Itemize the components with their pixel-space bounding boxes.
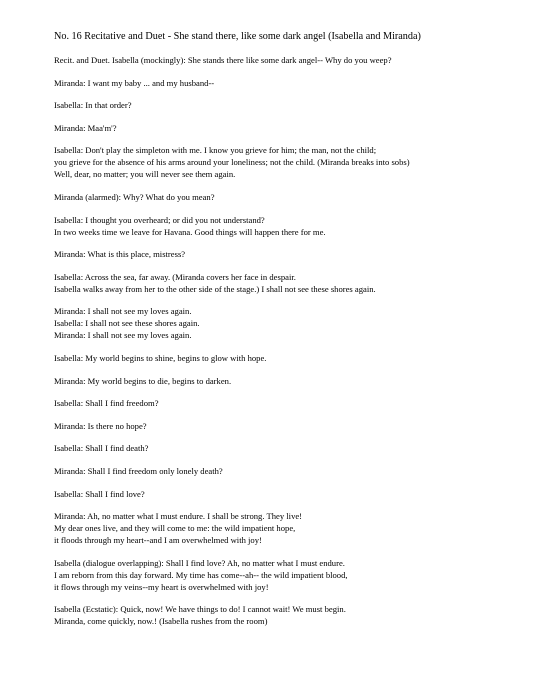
dialogue-paragraph	[54, 122, 524, 134]
dialogue-line: Miranda: I want my baby ... and my husband--	[54, 77, 215, 88]
dialogue-paragraph	[54, 420, 524, 432]
dialogue-paragraph	[54, 352, 524, 364]
dialogue-paragraph	[54, 214, 524, 238]
dialogue-paragraph	[54, 465, 524, 477]
dialogue-line: Miranda, come quickly, now.! (Isabella rushes from the room)	[54, 616, 268, 627]
dialogue-paragraph	[54, 557, 524, 593]
dialogue-paragraph	[54, 99, 524, 111]
script-body	[54, 54, 524, 627]
dialogue-line: Isabella: Across the sea, far away. (Miranda covers her face in despair.	[54, 271, 296, 282]
dialogue-line: Miranda: Shall I find freedom only lonely death?	[54, 465, 223, 476]
dialogue-line: In two weeks time we leave for Havana. Good things will happen there for me.	[54, 226, 326, 237]
dialogue-line: Isabella: In that order?	[54, 100, 132, 111]
dialogue-line: you grieve for the absence of his arms around your loneliness; not the child. (Miranda breaks into sobs)	[54, 157, 410, 168]
dialogue-line: Miranda: My world begins to die, begins to darken.	[54, 375, 232, 386]
document-page	[54, 30, 524, 638]
dialogue-paragraph	[54, 144, 524, 180]
dialogue-line: Isabella: Shall I find love?	[54, 488, 145, 499]
dialogue-line: Miranda: I shall not see my loves again.	[54, 306, 192, 317]
dialogue-line: Isabella: Shall I find freedom?	[54, 398, 159, 409]
dialogue-line: Miranda: I shall not see my loves again.	[54, 330, 192, 341]
dialogue-line: Isabella (dialogue overlapping): Shall I find love? Ah, no matter what I must endure.	[54, 557, 345, 568]
dialogue-paragraph	[54, 488, 524, 500]
dialogue-line: Isabella walks away from her to the other side of the stage.) I shall not see these shores again.	[54, 283, 376, 294]
dialogue-line: it flows through my veins--my heart is overwhelmed with joy!	[54, 581, 269, 592]
dialogue-paragraph	[54, 397, 524, 409]
dialogue-paragraph	[54, 603, 524, 627]
dialogue-line: Miranda: What is this place, mistress?	[54, 249, 186, 260]
dialogue-line: Miranda: Is there no hope?	[54, 420, 147, 431]
dialogue-line: I am reborn from this day forward. My time has come--ah-- the wild impatient blood,	[54, 569, 348, 580]
document-title: No. 16 Recitative and Duet - She stand there, like some dark angel (Isabella and Miranda)	[54, 31, 421, 42]
dialogue-line: Isabella (Ecstatic): Quick, now! We have things to do! I cannot wait! We must begin.	[54, 604, 346, 615]
dialogue-line: My dear ones live, and they will come to me: the wild impatient hope,	[54, 523, 296, 534]
dialogue-paragraph	[54, 191, 524, 203]
dialogue-paragraph	[54, 271, 524, 295]
dialogue-paragraph	[54, 442, 524, 454]
dialogue-line: Isabella: I thought you overheard; or did you not understand?	[54, 214, 265, 225]
dialogue-line: Well, dear, no matter; you will never see them again.	[54, 169, 236, 180]
dialogue-line: Miranda: Ah, no matter what I must endure. I shall be strong. They live!	[54, 511, 303, 522]
dialogue-line: Isabella: My world begins to shine, begins to glow with hope.	[54, 352, 267, 363]
dialogue-paragraph	[54, 510, 524, 546]
dialogue-paragraph	[54, 248, 524, 260]
dialogue-line: Isabella: Shall I find death?	[54, 443, 149, 454]
dialogue-paragraph	[54, 54, 524, 66]
dialogue-paragraph	[54, 77, 524, 89]
dialogue-paragraph	[54, 305, 524, 341]
dialogue-line: Recit. and Duet. Isabella (mockingly): She stands there like some dark angel-- Why do you weep?	[54, 55, 392, 65]
dialogue-line: Miranda (alarmed): Why? What do you mean?	[54, 191, 215, 202]
dialogue-line: it floods through my heart--and I am overwhelmed with joy!	[54, 535, 262, 546]
dialogue-line: Miranda: Maa'm'?	[54, 122, 117, 133]
dialogue-line: Isabella: I shall not see these shores again.	[54, 318, 200, 329]
dialogue-line: Isabella: Don't play the simpleton with me. I know you grieve for him; the man, not the child;	[54, 145, 377, 156]
dialogue-paragraph	[54, 375, 524, 387]
